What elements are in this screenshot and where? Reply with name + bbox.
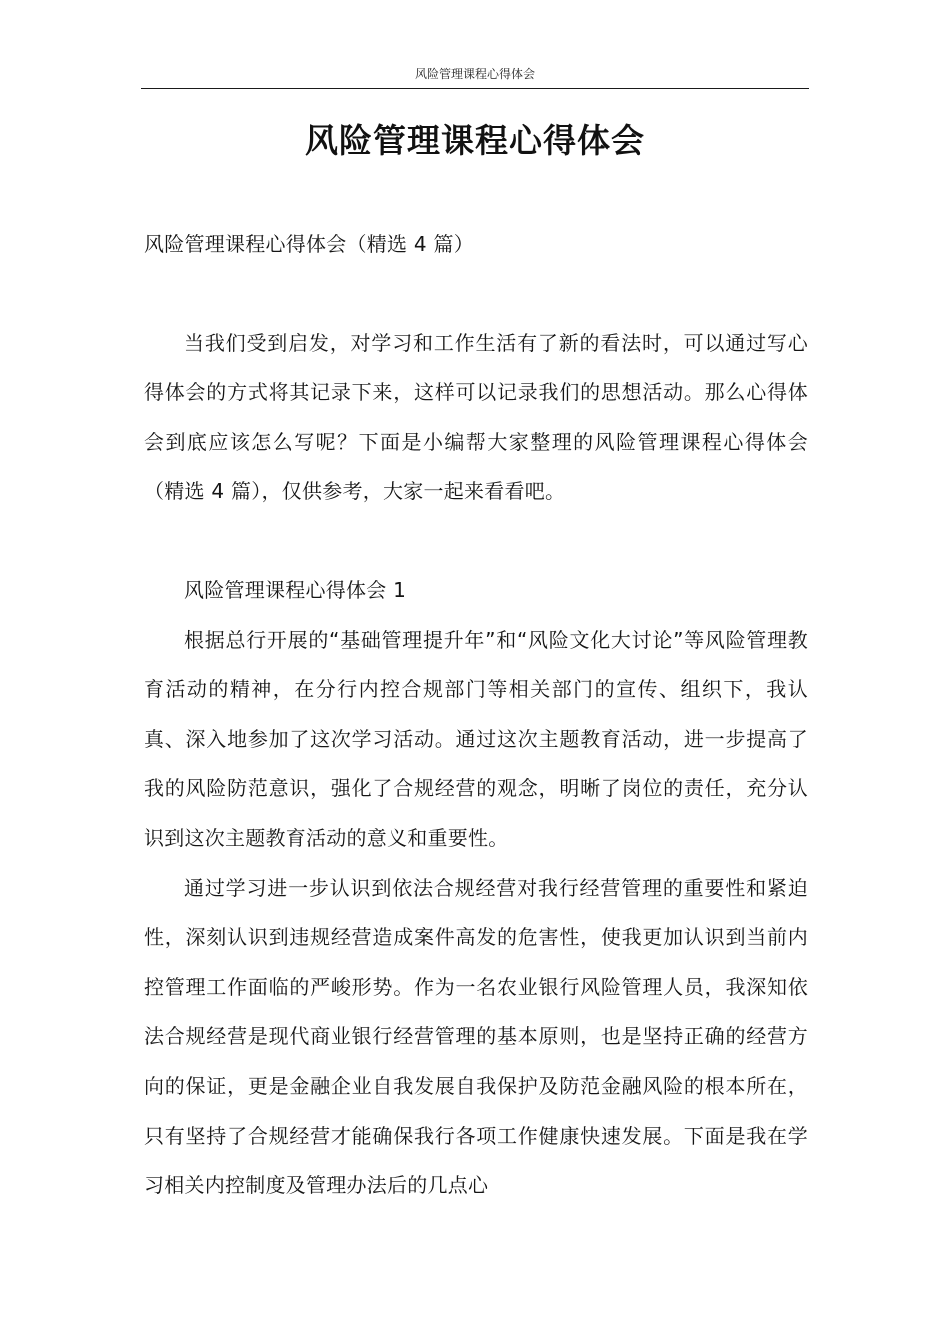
document-body <box>144 220 808 1211</box>
running-header: 风险管理课程心得体会 <box>414 67 535 81</box>
header-rule <box>141 88 809 89</box>
section-heading: 风险管理课程心得体会 1 <box>184 577 407 602</box>
intro-paragraph: 当我们受到启发，对学习和工作生活有了新的看法时，可以通过写心得体会的方式将其记录下来，这样可以记录我们的思想活动。那么心得体会到底应该怎么写呢？下面是小编帮大家整理的风险管理课程心得体会（精选 4 篇），仅供参考，大家一起来看看吧。 <box>144 330 808 504</box>
body-paragraph: 根据总行开展的“基础管理提升年”和“风险文化大讨论”等风险管理教育活动的精神，在分行内控合规部门等相关部门的宣传、组织下，我认真、深入地参加了这次学习活动。通过这次主题教育活动，进一步提高了我的风险防范意识，强化了合规经营的观念，明晰了岗位的责任，充分认识到这次主题教育活动的意义和重要性。 <box>144 627 808 850</box>
document-subtitle: 风险管理课程心得体会（精选 4 篇） <box>144 232 474 256</box>
document-title: 风险管理课程心得体会 <box>305 121 645 160</box>
body-paragraph: 通过学习进一步认识到依法合规经营对我行经营管理的重要性和紧迫性，深刻认识到违规经营造成案件高发的危害性，使我更加认识到当前内控管理工作面临的严峻形势。作为一名农业银行风险管理人员，我深知依法合规经营是现代商业银行经营管理的基本原则，也是坚持正确的经营方向的保证，更是金融企业自我发展自我保护及防范金融风险的根本所在，只有坚持了合规经营才能确保我行各项工作健康快速发展。下面是我在学习相关内控制度及管理办法后的几点心 <box>144 875 808 1198</box>
